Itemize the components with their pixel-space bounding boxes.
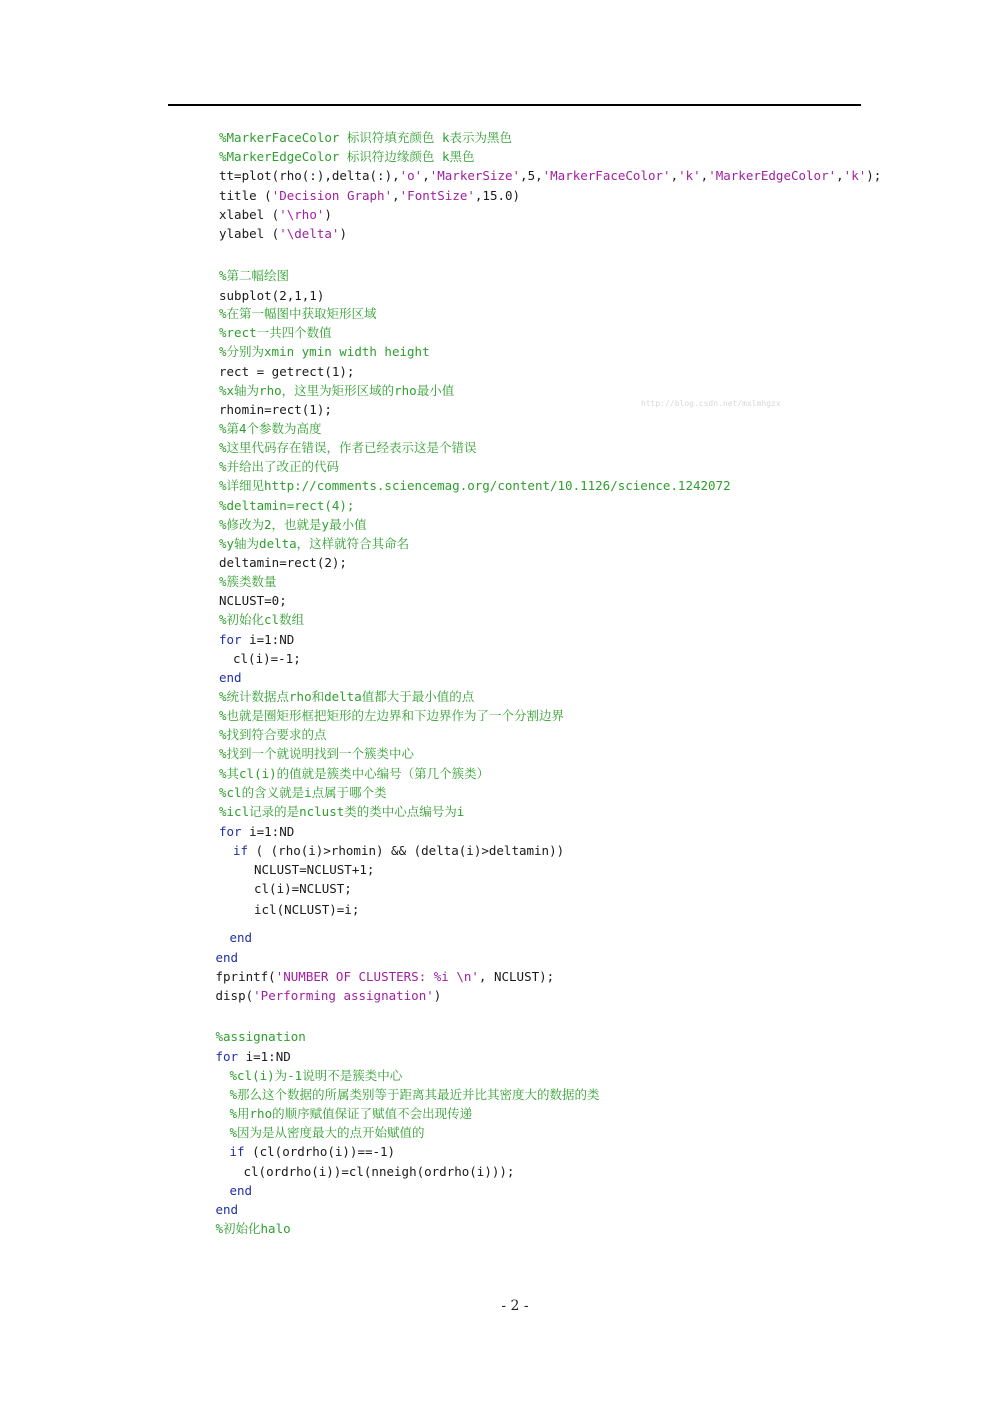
code-keyword: end xyxy=(229,1183,253,1198)
code-line xyxy=(216,1029,306,1045)
code-comment: %deltamin=rect(4); xyxy=(219,498,355,513)
code-text: , xyxy=(700,168,709,183)
code-line xyxy=(216,1221,291,1237)
code-line xyxy=(219,130,512,146)
code-text: , xyxy=(392,188,400,203)
code-line xyxy=(219,325,332,341)
code-string: 'NUMBER OF CLUSTERS: %i \n' xyxy=(275,969,479,984)
code-text: , xyxy=(836,168,844,183)
code-comment: %第二幅绘图 xyxy=(219,268,290,283)
code-text: subplot(2,1,1) xyxy=(219,288,325,303)
code-line xyxy=(219,689,474,705)
code-comment: %分别为xmin ymin width height xyxy=(219,344,430,359)
code-text: rect = getrect(1); xyxy=(219,364,355,379)
code-text: rhomin=rect(1); xyxy=(219,402,332,417)
code-line xyxy=(219,766,489,782)
code-line xyxy=(219,288,324,304)
code-line xyxy=(216,1202,239,1218)
code-comment: %MarkerFaceColor 标识符填充颜色 k表示为黑色 xyxy=(219,130,512,145)
code-line xyxy=(219,632,294,648)
code-line xyxy=(219,670,242,686)
code-text: deltamin=rect(2); xyxy=(219,555,347,570)
code-keyword: for xyxy=(219,824,242,839)
code-comment: %y轴为delta，这样就符合其命名 xyxy=(219,536,410,551)
code-line xyxy=(219,459,339,475)
code-text: i=1:ND xyxy=(241,824,295,839)
code-comment: %详细见http://comments.sciencemag.org/content/10.1126/science.1242072 xyxy=(219,478,731,493)
code-line xyxy=(219,226,347,242)
code-text: tt=plot(rho(:),delta(:), xyxy=(219,168,400,183)
code-keyword: for xyxy=(219,632,242,647)
code-text: ylabel ( xyxy=(219,226,280,241)
code-line xyxy=(219,612,304,628)
code-line xyxy=(219,517,367,533)
code-string: 'FontSize' xyxy=(399,188,475,203)
code-line xyxy=(219,207,332,223)
code-line xyxy=(219,593,287,609)
code-string: 'o' xyxy=(399,168,423,183)
code-line xyxy=(219,188,520,204)
code-line xyxy=(219,708,564,724)
code-line xyxy=(219,168,881,184)
code-line xyxy=(216,969,555,985)
code-string: 'Performing assignation' xyxy=(253,988,434,1003)
code-line xyxy=(219,344,430,360)
code-comment: %assignation xyxy=(215,1029,306,1044)
code-comment: %因为是从密度最大的点开始赋值的 xyxy=(229,1125,425,1140)
code-line xyxy=(219,785,387,801)
code-line xyxy=(216,1049,291,1065)
code-text: i=1:ND xyxy=(238,1049,291,1064)
code-line xyxy=(244,1164,515,1180)
code-line xyxy=(219,268,289,284)
code-string: '\rho' xyxy=(279,207,325,222)
code-text: fprintf( xyxy=(215,969,276,984)
code-text: , xyxy=(670,168,679,183)
code-line xyxy=(219,306,377,322)
code-line xyxy=(219,746,414,762)
code-comment: %初始化cl数组 xyxy=(219,612,305,627)
code-string: 'MarkerFaceColor' xyxy=(542,168,671,183)
code-comment: %在第一幅图中获取矩形区域 xyxy=(219,306,377,321)
code-line xyxy=(219,364,354,380)
code-keyword: if xyxy=(229,1144,245,1159)
code-comment: %修改为2，也就是y最小值 xyxy=(219,517,367,532)
code-string: 'k' xyxy=(843,168,867,183)
code-text: disp( xyxy=(215,988,254,1003)
code-line xyxy=(230,930,253,946)
code-line xyxy=(219,478,731,494)
code-line xyxy=(230,1144,396,1160)
code-text: title ( xyxy=(219,188,272,203)
code-text: , xyxy=(422,168,430,183)
code-line xyxy=(230,1087,600,1103)
code-string: 'Decision Graph' xyxy=(271,188,393,203)
code-comment: %这里代码存在错误，作者已经表示这是个错误 xyxy=(219,440,477,455)
code-line xyxy=(219,383,454,399)
code-text: ( (rho(i)>rhomin) && (delta(i)>deltamin)) xyxy=(248,843,565,858)
code-keyword: if xyxy=(233,843,249,858)
code-text: ); xyxy=(866,168,882,183)
code-comment: %也就是圈矩形框把矩形的左边界和下边界作为了一个分割边界 xyxy=(219,708,565,723)
code-comment: %MarkerEdgeColor 标识符边缘颜色 k黑色 xyxy=(219,149,475,164)
code-line xyxy=(219,498,354,514)
code-comment: %统计数据点rho和delta值都大于最小值的点 xyxy=(219,689,475,704)
code-line xyxy=(219,536,409,552)
code-line xyxy=(230,1125,425,1141)
code-line xyxy=(219,555,347,571)
code-comment: %找到符合要求的点 xyxy=(219,727,327,742)
code-line xyxy=(254,902,359,918)
code-text: ,5, xyxy=(520,168,543,183)
code-line xyxy=(216,950,239,966)
code-comment: %初始化halo xyxy=(215,1221,291,1236)
code-text: cl(i)=NCLUST; xyxy=(254,881,352,896)
code-text: icl(NCLUST)=i; xyxy=(254,902,360,917)
code-text: cl(ordrho(i))=cl(nneigh(ordrho(i))); xyxy=(243,1164,515,1179)
code-line xyxy=(219,440,477,456)
code-line xyxy=(254,862,374,878)
code-comment: %其cl(i)的值就是簇类中心编号（第几个簇类） xyxy=(219,766,490,781)
code-comment: %icl记录的是nclust类的类中心点编号为i xyxy=(219,804,465,819)
code-comment: %用rho的顺序赋值保证了赋值不会出现传递 xyxy=(229,1106,473,1121)
code-text: ,15.0) xyxy=(474,188,521,203)
code-string: 'MarkerEdgeColor' xyxy=(708,168,837,183)
code-comment: %第4个参数为高度 xyxy=(219,421,322,436)
code-string: '\delta' xyxy=(279,226,340,241)
code-line xyxy=(233,651,301,667)
code-keyword: end xyxy=(215,950,239,965)
code-keyword: for xyxy=(215,1049,239,1064)
code-text: i=1:ND xyxy=(241,632,295,647)
code-comment: %簇类数量 xyxy=(219,574,277,589)
code-line xyxy=(230,1183,253,1199)
code-string: 'k' xyxy=(678,168,701,183)
code-comment: %那么这个数据的所属类别等于距离其最近并比其密度大的数据的类 xyxy=(229,1087,600,1102)
code-text: NCLUST=0; xyxy=(219,593,287,608)
code-line xyxy=(219,149,475,165)
code-line xyxy=(219,727,327,743)
code-line xyxy=(233,843,564,859)
code-text: , NCLUST); xyxy=(478,969,555,984)
code-keyword: end xyxy=(219,670,242,685)
code-text: ) xyxy=(339,226,347,241)
page-number: - 2 - xyxy=(501,1298,529,1314)
code-line xyxy=(219,421,322,437)
code-comment: %cl的含义就是i点属于哪个类 xyxy=(219,785,387,800)
code-line xyxy=(254,881,352,897)
code-text: (cl(ordrho(i))==-1) xyxy=(244,1144,396,1159)
code-comment: %找到一个就说明找到一个簇类中心 xyxy=(219,746,415,761)
code-comment: %cl(i)为-1说明不是簇类中心 xyxy=(229,1068,403,1083)
code-line xyxy=(219,402,332,418)
code-text: cl(i)=-1; xyxy=(233,651,301,666)
code-text: NCLUST=NCLUST+1; xyxy=(254,862,375,877)
code-text: ) xyxy=(433,988,442,1003)
code-line xyxy=(219,824,294,840)
code-string: 'MarkerSize' xyxy=(429,168,521,183)
code-comment: %x轴为rho，这里为矩形区域的rho最小值 xyxy=(219,383,455,398)
code-comment: %rect一共四个数值 xyxy=(219,325,332,340)
code-text: ) xyxy=(324,207,332,222)
code-text: xlabel ( xyxy=(219,207,280,222)
code-line xyxy=(219,804,464,820)
code-comment: %并给出了改正的代码 xyxy=(219,459,340,474)
code-line xyxy=(230,1106,473,1122)
code-line xyxy=(216,988,442,1004)
code-keyword: end xyxy=(229,930,253,945)
code-line xyxy=(230,1068,403,1084)
code-keyword: end xyxy=(215,1202,239,1217)
watermark: http://blog.csdn.net/mxlmhgzx xyxy=(641,399,781,408)
code-line xyxy=(219,574,277,590)
